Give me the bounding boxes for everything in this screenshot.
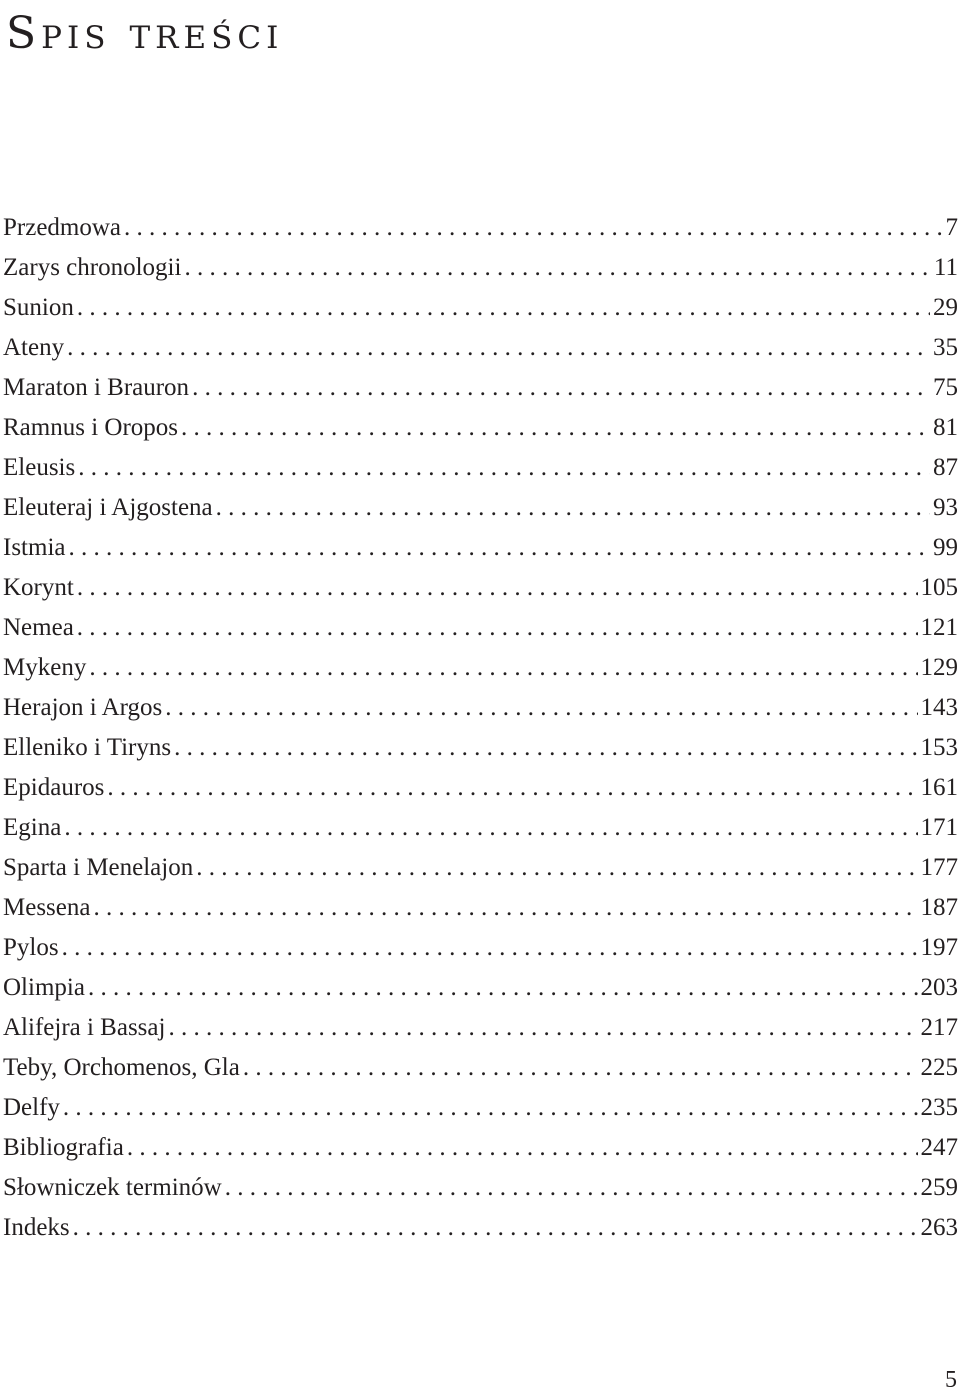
toc-entry-page: 75 xyxy=(933,374,958,401)
toc-entry-title: Teby, Orchomenos, Gla xyxy=(3,1054,240,1081)
toc-entry-title: Słowniczek terminów xyxy=(3,1174,222,1201)
toc-entry-title: Sparta i Menelajon xyxy=(3,854,194,881)
toc-entry[interactable] xyxy=(3,248,958,288)
toc-entry[interactable] xyxy=(3,728,958,768)
toc-entry-title: Istmia xyxy=(3,534,66,561)
toc-dot-leader xyxy=(77,608,918,648)
toc-entry-page: 203 xyxy=(920,974,958,1001)
toc-entry[interactable] xyxy=(3,888,958,928)
toc-entry-title: Pylos xyxy=(3,934,59,961)
toc-dot-leader xyxy=(174,728,917,768)
toc-entry-title: Elleniko i Tiryns xyxy=(3,734,172,761)
toc-dot-leader xyxy=(127,1128,918,1168)
toc-dot-leader xyxy=(124,208,942,248)
toc-dot-leader xyxy=(184,248,930,288)
toc-entry[interactable] xyxy=(3,1208,958,1248)
toc-entry-title: Sunion xyxy=(3,294,74,321)
toc-entry[interactable] xyxy=(3,1088,958,1128)
toc-entry[interactable] xyxy=(3,488,958,528)
toc-dot-leader xyxy=(89,648,917,688)
toc-entry-title: Herajon i Argos xyxy=(3,694,163,721)
toc-entry[interactable] xyxy=(3,1048,958,1088)
toc-entry-title: Nemea xyxy=(3,614,74,641)
toc-dot-leader xyxy=(62,928,918,968)
toc-dot-leader xyxy=(73,1208,918,1248)
toc-entry[interactable] xyxy=(3,408,958,448)
toc-dot-leader xyxy=(225,1168,918,1208)
toc-entry[interactable] xyxy=(3,288,958,328)
toc-entry-title: Egina xyxy=(3,814,62,841)
toc-entry-page: 93 xyxy=(933,494,958,521)
toc-entry-title: Bibliografia xyxy=(3,1134,124,1161)
toc-entry[interactable] xyxy=(3,528,958,568)
toc-entry-title: Alifejra i Bassaj xyxy=(3,1014,166,1041)
toc-entry-title: Ateny xyxy=(3,334,65,361)
toc-entry-title: Maraton i Brauron xyxy=(3,374,190,401)
toc-entry-page: 7 xyxy=(945,214,958,241)
toc-entry-page: 197 xyxy=(920,934,958,961)
toc-entry-title: Olimpia xyxy=(3,974,85,1001)
toc-entry-page: 87 xyxy=(933,454,958,481)
toc-entry-title: Eleusis xyxy=(3,454,76,481)
toc-dot-leader xyxy=(192,368,930,408)
toc-entry[interactable] xyxy=(3,1168,958,1208)
toc-entry-title: Zarys chronologii xyxy=(3,254,182,281)
toc-entry-page: 217 xyxy=(920,1014,958,1041)
toc-dot-leader xyxy=(77,568,918,608)
toc-entry-page: 247 xyxy=(920,1134,958,1161)
toc-entry[interactable] xyxy=(3,608,958,648)
toc-dot-leader xyxy=(196,848,917,888)
toc-entry-page: 129 xyxy=(920,654,958,681)
toc-entry[interactable] xyxy=(3,568,958,608)
toc-entry[interactable] xyxy=(3,768,958,808)
toc-entry[interactable] xyxy=(3,848,958,888)
toc-entry-page: 35 xyxy=(933,334,958,361)
toc-entry[interactable] xyxy=(3,1008,958,1048)
toc-entry[interactable] xyxy=(3,648,958,688)
toc-dot-leader xyxy=(78,448,930,488)
page-title: Spis treści xyxy=(6,8,284,59)
toc-entry-page: 81 xyxy=(933,414,958,441)
toc-dot-leader xyxy=(216,488,930,528)
toc-entry[interactable] xyxy=(3,928,958,968)
toc-entry[interactable] xyxy=(3,368,958,408)
toc-entry-title: Messena xyxy=(3,894,91,921)
toc-dot-leader xyxy=(64,808,917,848)
toc-dot-leader xyxy=(67,328,930,368)
toc-dot-leader xyxy=(63,1088,918,1128)
toc-entry-page: 161 xyxy=(920,774,958,801)
toc-entry[interactable] xyxy=(3,688,958,728)
toc-dot-leader xyxy=(93,888,917,928)
toc-entry-page: 259 xyxy=(920,1174,958,1201)
toc-entry[interactable] xyxy=(3,808,958,848)
toc-entry-page: 263 xyxy=(920,1214,958,1241)
toc-dot-leader xyxy=(77,288,930,328)
toc-entry-page: 225 xyxy=(920,1054,958,1081)
toc-dot-leader xyxy=(165,688,917,728)
toc-entry[interactable] xyxy=(3,208,958,248)
toc-entry[interactable] xyxy=(3,448,958,488)
toc-entry-title: Delfy xyxy=(3,1094,60,1121)
toc-entry-page: 121 xyxy=(920,614,958,641)
toc-entry-title: Eleuteraj i Ajgostena xyxy=(3,494,213,521)
toc-entry-page: 143 xyxy=(920,694,958,721)
toc-entry[interactable] xyxy=(3,968,958,1008)
toc-dot-leader xyxy=(88,968,918,1008)
toc-entry-title: Ramnus i Oropos xyxy=(3,414,178,441)
toc-dot-leader xyxy=(243,1048,918,1088)
toc-entry[interactable] xyxy=(3,1128,958,1168)
toc-entry-page: 187 xyxy=(920,894,958,921)
toc-entry-title: Mykeny xyxy=(3,654,87,681)
toc-entry-page: 153 xyxy=(920,734,958,761)
toc-dot-leader xyxy=(107,768,917,808)
toc-entry-page: 177 xyxy=(920,854,958,881)
toc-dot-leader xyxy=(168,1008,917,1048)
page-number: 5 xyxy=(945,1367,957,1393)
toc-entry-page: 11 xyxy=(933,254,958,281)
toc-entry-title: Epidauros xyxy=(3,774,105,801)
toc-entry-title: Indeks xyxy=(3,1214,70,1241)
toc-entry-page: 235 xyxy=(920,1094,958,1121)
toc-entry-title: Korynt xyxy=(3,574,74,601)
toc-dot-leader xyxy=(69,528,931,568)
table-of-contents xyxy=(3,208,958,1248)
toc-dot-leader xyxy=(181,408,930,448)
toc-entry[interactable] xyxy=(3,328,958,368)
toc-entry-title: Przedmowa xyxy=(3,214,122,241)
toc-entry-page: 29 xyxy=(933,294,958,321)
toc-entry-page: 105 xyxy=(920,574,958,601)
toc-entry-page: 171 xyxy=(920,814,958,841)
toc-entry-page: 99 xyxy=(933,534,958,561)
